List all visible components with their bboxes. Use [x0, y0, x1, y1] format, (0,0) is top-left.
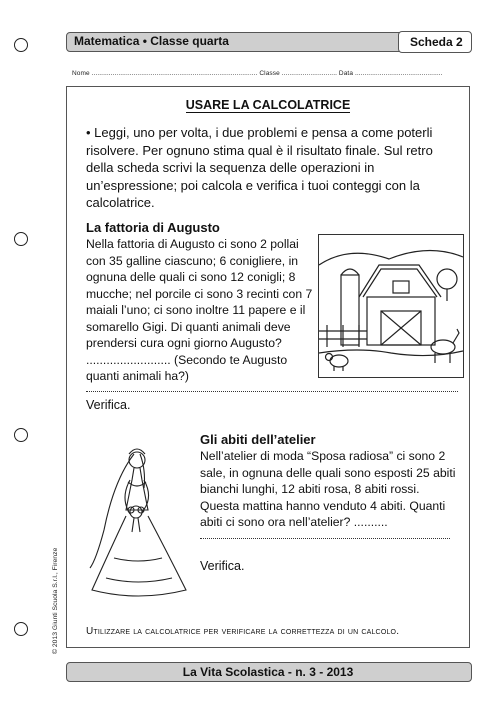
- answer-line[interactable]: [86, 383, 458, 392]
- problem2-text: Nell’atelier di moda “Sposa radiosa” ci sono 2 sale, in ognuna delle quali sono esposti 25 abiti bianchi lunghi, 12 abiti rosa, 8 abiti rossi. Questa mattina hanno venduto 4 abiti. Quanti abiti ci sono ora nell’atelier? ..........: [200, 449, 456, 529]
- copyright-text: © 2013 Giunti Scuola S.r.l., Firenze: [52, 547, 59, 654]
- problem1-text: Nella fattoria di Augusto ci sono 2 pollai con 35 galline ciascuno; 6 conigliere, in ognuna delle quali ci sono 12 conigli; 8 mucche; nel porcile ci sono 3 recinti con 7 maiali l’uno; ci sono inoltre 11 papere e il somarello Gigi. Di quanti animali deve prendersi cura ogni giorno Augusto? ......................... (Secondo te Augusto quanti animali ha?): [86, 237, 313, 383]
- objective-note: Utilizzare la calcolatrice per verificare la correttezza di un calcolo.: [86, 626, 400, 637]
- answer-line[interactable]: [200, 530, 450, 539]
- problem1-verify: Verifica.: [86, 398, 131, 412]
- binder-hole: [14, 38, 28, 52]
- page-title: [66, 98, 470, 112]
- publication-title: La Vita Scolastica - n. 3 - 2013: [182, 665, 354, 679]
- intro-paragraph: • Leggi, uno per volta, i due problemi e pensa a come poterli risolvere. Per ognuno stima qual è il risultato finale. Sul retro della scheda scrivi la sequenza delle operazioni in un’espressione; poi calcola e verifica i tuoi conteggi con la calcolatrice.: [86, 125, 433, 210]
- header-title: Matematica • Classe quarta: [74, 34, 229, 48]
- sheet-number: Scheda 2: [410, 35, 463, 49]
- farm-illustration: [318, 234, 464, 378]
- binder-hole: [14, 232, 28, 246]
- student-info-fields: Nome ....................................................................................... Classe ............................. Data ..............................................: [72, 70, 443, 77]
- problem1-title: La fattoria di Augusto: [86, 220, 220, 235]
- problem2-title: Gli abiti dell’atelier: [200, 432, 316, 447]
- page-title-text: USARE LA CALCOLATRICE: [185, 98, 351, 112]
- bride-illustration: [84, 440, 192, 602]
- problem2-verify: Verifica.: [200, 559, 245, 573]
- binder-hole: [14, 428, 28, 442]
- binder-hole: [14, 622, 28, 636]
